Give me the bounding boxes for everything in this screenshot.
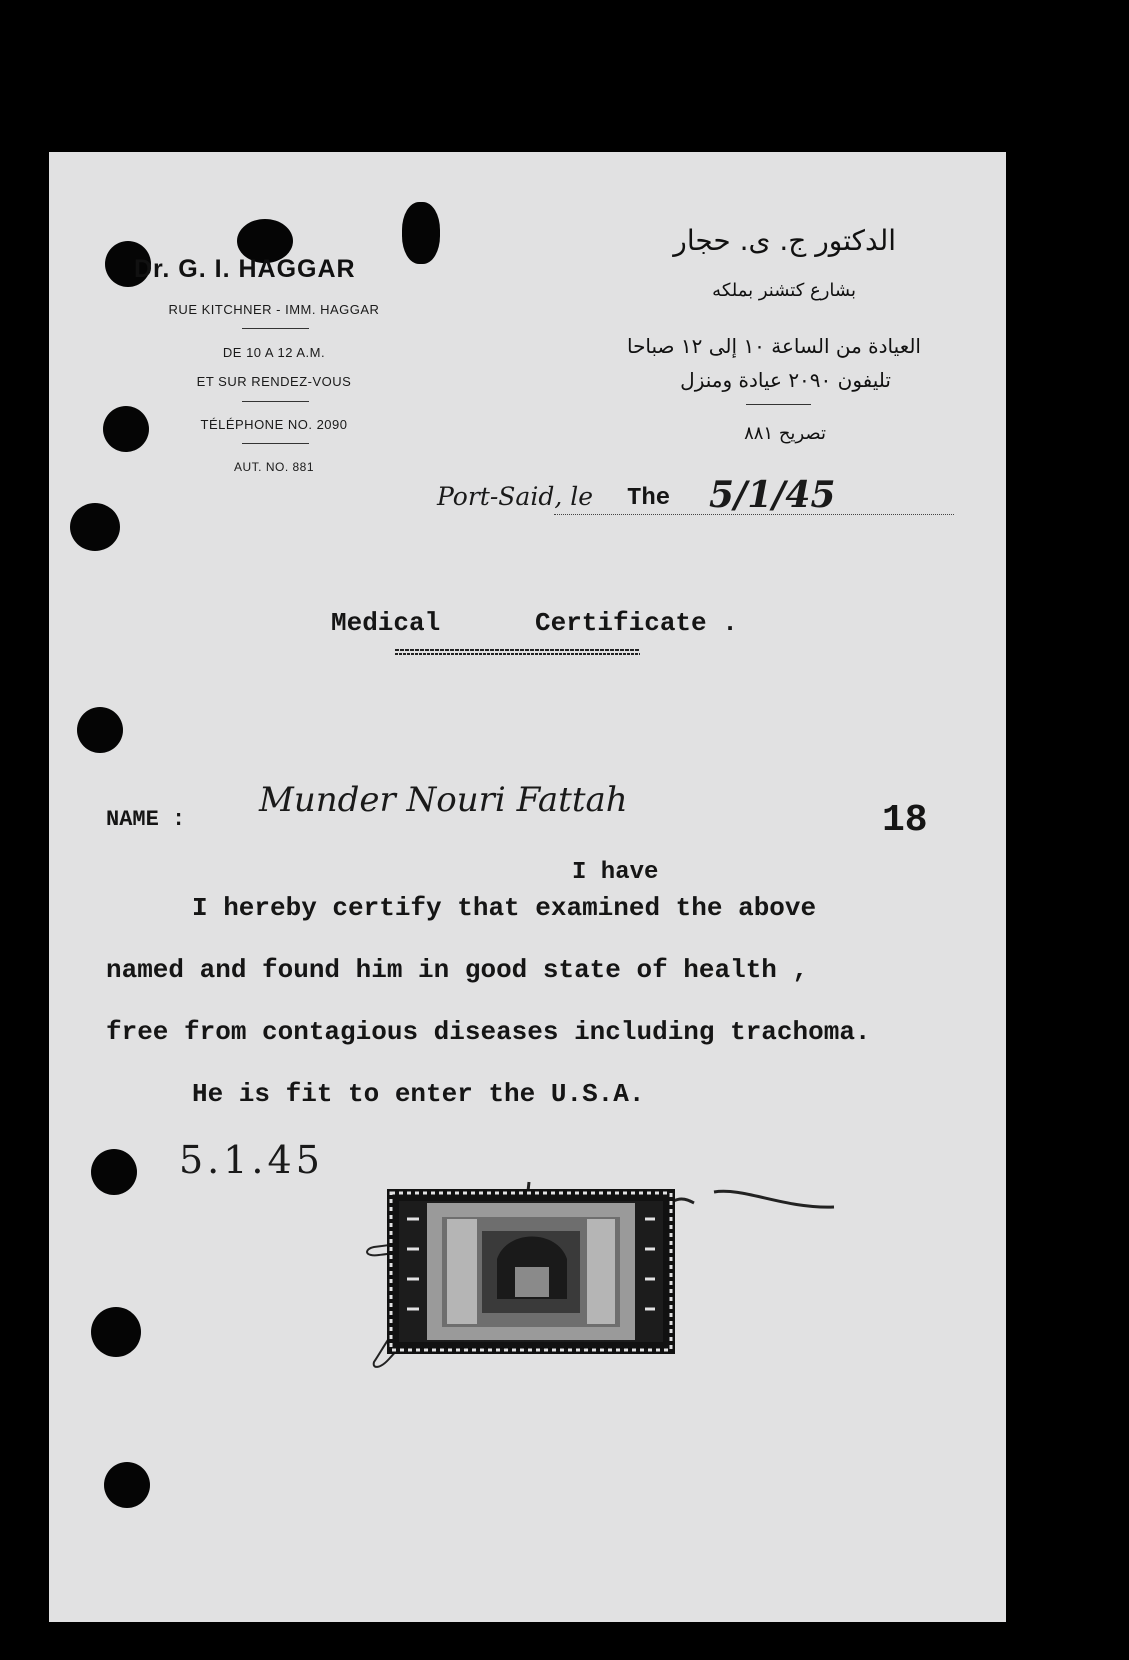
- arabic-divider: [746, 404, 811, 405]
- certificate-line-4: He is fit to enter the U.S.A.: [192, 1079, 645, 1109]
- punch-hole-2: [103, 406, 149, 452]
- patient-name-handwritten: Munder Nouri Fattah: [259, 780, 628, 820]
- punch-hole-6: [91, 1307, 141, 1357]
- handwritten-date: 5.1.45: [179, 1138, 324, 1182]
- clinic-hours-1: DE 10 A 12 A.M.: [222, 345, 326, 360]
- date-dotted-line: [554, 514, 954, 515]
- name-label: NAME :: [106, 807, 186, 832]
- clinic-telephone: TÉLÉPHONE NO. 2090: [200, 417, 348, 432]
- arabic-permit: تصريح ٨٨١: [744, 423, 826, 444]
- inserted-i-have: I have: [572, 859, 659, 886]
- letterhead-divider-2: [242, 401, 309, 402]
- arabic-hours: العيادة من الساعة ١٠ إلى ١٢ صباحا: [626, 334, 921, 358]
- arabic-address: بشارع كتشنر بملكه: [712, 280, 856, 301]
- certificate-line-1: I hereby certify that examined the above: [192, 893, 817, 923]
- title-word-medical: Medical: [331, 608, 441, 638]
- certificate-line-3: free from contagious diseases including trachoma.: [106, 1017, 871, 1047]
- clinic-hours-2: ET SUR RENDEZ-VOUS: [196, 374, 352, 389]
- revenue-stamp: [387, 1189, 675, 1354]
- clinic-authorization: AUT. NO. 881: [233, 460, 315, 474]
- punch-hole-3: [70, 503, 120, 551]
- date-prefix: The: [627, 485, 671, 512]
- doctor-name: Dr. G. I. HAGGAR: [134, 255, 356, 283]
- letterhead-divider-3: [242, 443, 309, 444]
- letterhead-divider-1: [242, 328, 309, 329]
- clinic-address: RUE KITCHNER - IMM. HAGGAR: [168, 302, 380, 317]
- certificate-line-2: named and found him in good state of health ,: [106, 955, 809, 985]
- patient-age: 18: [882, 799, 928, 842]
- punch-hole-5: [91, 1149, 137, 1195]
- title-word-certificate: Certificate .: [535, 608, 738, 638]
- arabic-phone: تليفون ٢٠٩٠ عيادة ومنزل: [680, 368, 891, 392]
- certificate-page: [49, 152, 1006, 1622]
- punch-hole-4: [77, 707, 123, 753]
- place-line: Port-Said, le: [437, 482, 594, 511]
- handwritten-issue-date: 5/1/45: [709, 474, 836, 516]
- title-underline: [395, 647, 640, 657]
- punch-hole-7: [104, 1462, 150, 1508]
- arabic-doctor-name: الدكتور ج. ى. حجار: [673, 224, 896, 257]
- ink-blot-2: [402, 202, 440, 264]
